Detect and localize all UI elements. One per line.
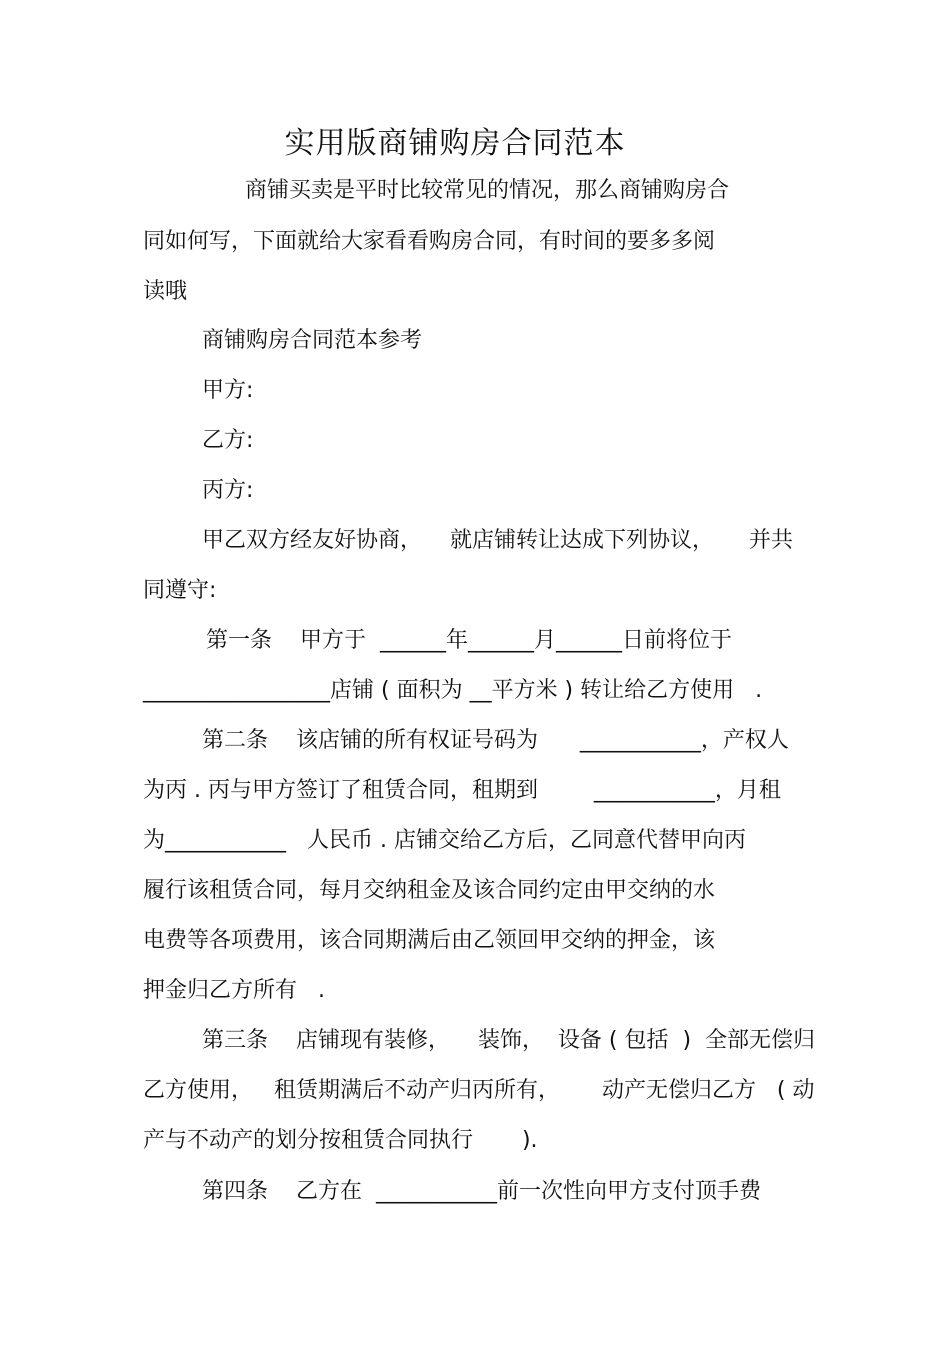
party-b-label: 乙方: [202,428,254,453]
document-title: 实用版商铺购房合同范本 [284,126,626,161]
article-2-line: 为___________ 人民币 . 店铺交给乙方后，乙同意代替甲向丙 [143,828,746,853]
subheading: 商铺购房合同范本参考 [202,328,423,353]
article-2-line: 为丙 . 丙与甲方签订了租赁合同，租期到 ___________，月租 [143,778,781,803]
intro-line: 商铺买卖是平时比较常见的情况，那么商铺购房合 [245,178,730,203]
article-1-line: _________________店铺 ( 面积为 __平方米 ) 转让给乙方使用 . [143,678,763,703]
article-4-line: 第四条 乙方在 ___________前一次性向甲方支付顶手费 [202,1179,761,1204]
article-3-line: 第三条 店铺现有装修， 装饰， 设备 ( 包括 ) 全部无偿归 [202,1028,816,1053]
party-a-label: 甲方: [202,378,254,403]
article-3-line: 乙方使用， 租赁期满后不动产归丙所有， 动产无偿归乙方 ( 动 [143,1078,815,1103]
article-1-line: 第一条 甲方于 ______年______月______日前将位于 [206,628,732,653]
article-2-line: 第二条 该店铺的所有权证号码为 ___________，产权人 [202,728,789,753]
preamble-line: 甲乙双方经友好协商， 就店铺转让达成下列协议， 并共 [202,528,793,553]
article-2-line: 履行该租赁合同，每月交纳租金及该合同约定由甲交纳的水 [143,878,716,903]
article-3-line: 产与不动产的划分按租赁合同执行 ). [143,1128,538,1153]
intro-line: 读哦 [143,279,188,304]
article-2-line: 押金归乙方所有 . [143,978,325,1003]
preamble-line: 同遵守: [143,578,217,603]
article-2-line: 电费等各项费用，该合同期满后由乙领回甲交纳的押金，该 [143,928,716,953]
intro-line: 同如何写，下面就给大家看看购房合同，有时间的要多多阅 [143,229,716,254]
party-c-label: 丙方: [202,478,254,503]
